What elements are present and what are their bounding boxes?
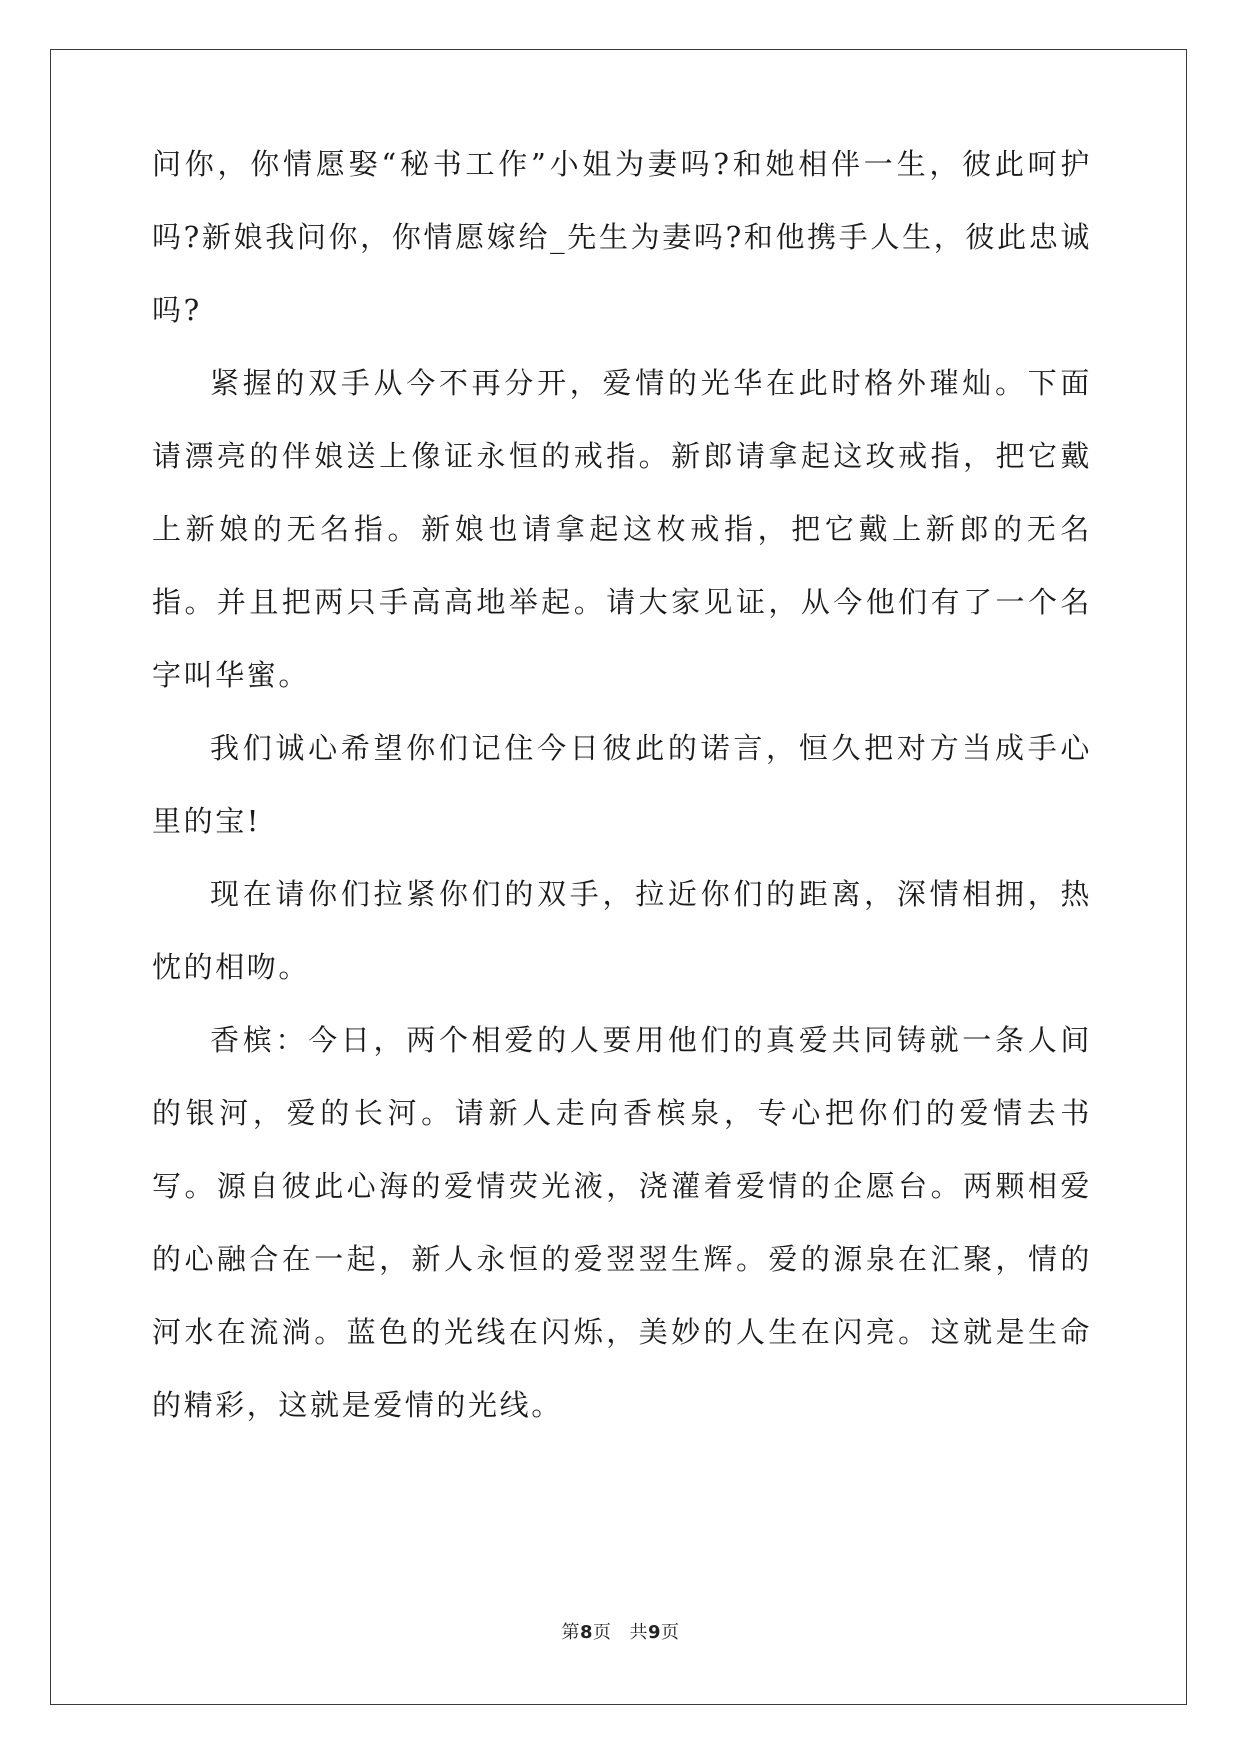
paragraph-4: 现在请你们拉紧你们的双手，拉近你们的距离，深情相拥，热忱的相吻。 [152,877,1092,984]
total-suffix: 页 [661,1622,680,1643]
total-prefix: 共 [629,1622,648,1643]
paragraph-1: 问你，你情愿娶“秘书工作”小姐为妻吗?和她相伴一生，彼此呵护吗?新娘我问你，你情愿嫁给_先生为妻吗?和他携手人生，彼此忠诚吗? [152,147,1092,327]
page-current: 8 [579,1622,593,1643]
page-prefix: 第 [561,1622,580,1643]
page-total: 9 [648,1622,662,1643]
paragraph-2: 紧握的双手从今不再分开，爱情的光华在此时格外璀灿。下面请漂亮的伴娘送上像证永恒的戒指。新郎请拿起这玫戒指，把它戴上新娘的无名指。新娘也请拿起这枚戒指，把它戴上新郎的无名指。并且把两只手高高地举起。请大家见证，从今他们有了一个名字叫华蜜。 [152,366,1092,692]
paragraph-5: 香槟：今日，两个相爱的人要用他们的真爱共同铸就一条人间的银河，爱的长河。请新人走向香槟泉，专心把你们的爱情去书写。源自彼此心海的爱情荧光液，浇灌着爱情的企愿台。两颗相爱的心融合在一起，新人永恒的爱翌翌生辉。爱的源泉在汇聚，情的河水在流淌。蓝色的光线在闪烁，美妙的人生在闪亮。这就是生命的精彩，这就是爱情的光线。 [152,1023,1092,1422]
page-suffix: 页 [593,1622,612,1643]
document-body [152,128,1092,1442]
paragraph-3: 我们诚心希望你们记住今日彼此的诺言，恒久把对方当成手心里的宝! [152,731,1092,838]
page-footer [0,1618,1241,1644]
